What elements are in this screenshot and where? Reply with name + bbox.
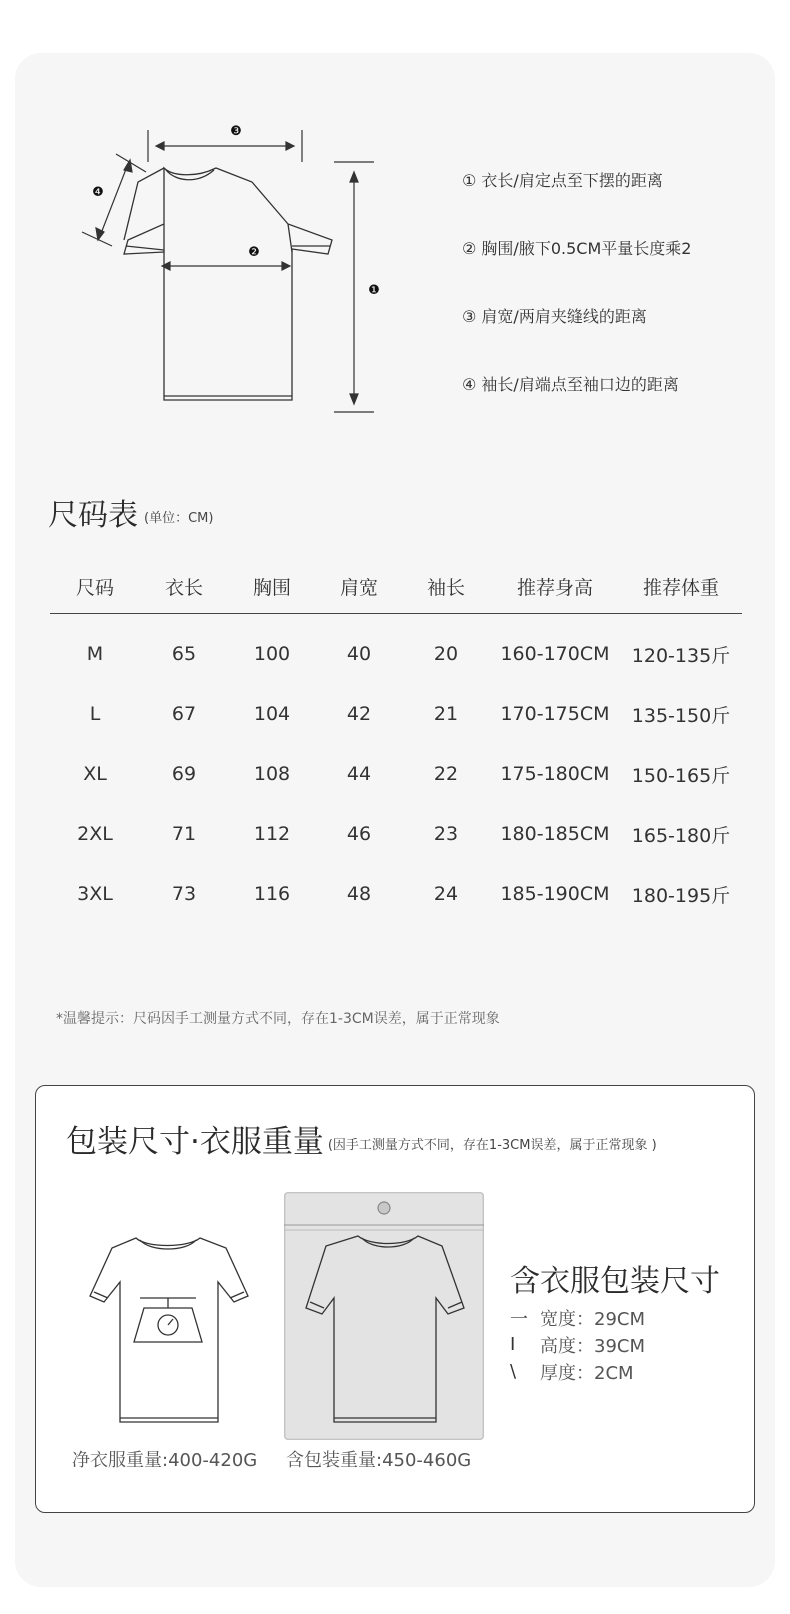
table-cell: 67 — [171, 703, 197, 725]
table-cell: 46 — [346, 823, 372, 845]
table-cell: 42 — [346, 703, 372, 725]
size-table — [50, 560, 742, 924]
table-row — [50, 684, 742, 744]
tshirt-measurement-diagram — [66, 112, 426, 432]
package-bag-illustration — [284, 1192, 484, 1440]
table-cell: 135-150斤 — [631, 704, 731, 727]
marker-3: ❸ — [230, 124, 242, 139]
dim-label: 高度：39CM — [540, 1335, 646, 1357]
header-cell: 推荐身高 — [516, 577, 593, 599]
header-cell: 推荐体重 — [642, 577, 719, 599]
width-symbol: 一 — [510, 1308, 528, 1330]
tshirt-scale-illustration — [88, 1226, 250, 1426]
thickness-symbol: \ — [510, 1361, 517, 1382]
header-cell: 胸围 — [252, 577, 291, 599]
table-row — [50, 864, 742, 924]
table-cell: 40 — [346, 643, 372, 665]
hang-hole-icon — [378, 1202, 390, 1214]
table-cell: 150-165斤 — [631, 764, 731, 787]
table-cell: L — [89, 703, 101, 725]
dim-row-width — [510, 1304, 645, 1331]
dim-label: 宽度：29CM — [540, 1308, 646, 1330]
dim-row-height — [510, 1331, 645, 1358]
table-cell: 21 — [433, 703, 459, 725]
table-cell: 108 — [253, 763, 291, 785]
measurement-legend — [462, 170, 762, 442]
table-cell: 180-195斤 — [631, 884, 731, 907]
legend-item-sleeve: ④ 袖长/肩端点至袖口边的距离 — [462, 375, 679, 394]
table-cell: 73 — [171, 883, 197, 905]
packed-weight-caption: 含包装重量:450-460G — [286, 1450, 472, 1471]
height-symbol: I — [510, 1334, 516, 1355]
table-cell: XL — [83, 763, 107, 785]
table-cell: 100 — [253, 643, 291, 665]
table-cell: 112 — [253, 823, 291, 845]
legend-item-chest: ② 胸围/腋下0.5CM平量长度乘2 — [462, 239, 692, 258]
table-cell: 24 — [433, 883, 459, 905]
table-cell: M — [86, 643, 104, 665]
table-cell: 65 — [171, 643, 197, 665]
table-row — [50, 624, 742, 684]
table-cell: 20 — [433, 643, 459, 665]
size-table-title-text: 尺码表 — [48, 498, 138, 533]
table-cell: 175-180CM — [500, 763, 610, 785]
marker-2: ❷ — [248, 245, 260, 260]
package-dims-list — [510, 1304, 645, 1385]
marker-4: ❹ — [92, 185, 104, 200]
package-title — [66, 1116, 657, 1161]
table-cell: 23 — [433, 823, 459, 845]
table-row — [50, 744, 742, 804]
size-table-unit: (单位：CM) — [144, 511, 214, 526]
header-cell: 衣长 — [164, 577, 203, 599]
table-cell: 48 — [346, 883, 372, 905]
table-header-row — [50, 560, 742, 614]
table-cell: 180-185CM — [500, 823, 610, 845]
table-cell: 120-135斤 — [631, 644, 731, 667]
marker-1: ❶ — [368, 283, 380, 298]
table-cell: 165-180斤 — [631, 824, 731, 847]
measurement-tip: *温馨提示：尺码因手工测量方式不同，存在1-3CM误差，属于正常现象 — [56, 1011, 500, 1027]
table-cell: 2XL — [77, 823, 113, 845]
table-row — [50, 804, 742, 864]
net-weight-caption: 净衣服重量:400-420G — [72, 1450, 258, 1471]
dim-row-thickness — [510, 1358, 645, 1385]
package-title-text: 包装尺寸·衣服重量 — [66, 1124, 324, 1160]
scale-icon — [134, 1298, 202, 1342]
table-cell: 116 — [253, 883, 291, 905]
package-subtitle: (因手工测量方式不同，存在1-3CM误差，属于正常现象 ) — [327, 1138, 657, 1153]
table-cell: 3XL — [77, 883, 113, 905]
table-cell: 104 — [253, 703, 291, 725]
header-cell: 袖长 — [426, 577, 465, 599]
table-cell: 44 — [346, 763, 372, 785]
table-cell: 71 — [171, 823, 197, 845]
size-table-title — [48, 490, 213, 534]
table-cell: 185-190CM — [500, 883, 610, 905]
header-cell: 尺码 — [75, 577, 114, 599]
dim-label: 厚度：2CM — [540, 1362, 634, 1384]
table-cell: 160-170CM — [500, 643, 610, 665]
table-cell: 69 — [171, 763, 197, 785]
table-cell: 170-175CM — [500, 703, 610, 725]
package-panel — [35, 1085, 755, 1513]
table-cell: 22 — [433, 763, 459, 785]
legend-item-shoulder: ③ 肩宽/两肩夹缝线的距离 — [462, 307, 647, 326]
package-dims-title: 含衣服包装尺寸 — [510, 1264, 720, 1299]
tshirt-outline — [124, 168, 332, 400]
header-cell: 肩宽 — [339, 577, 378, 599]
legend-item-length: ① 衣长/肩定点至下摆的距离 — [462, 171, 663, 190]
